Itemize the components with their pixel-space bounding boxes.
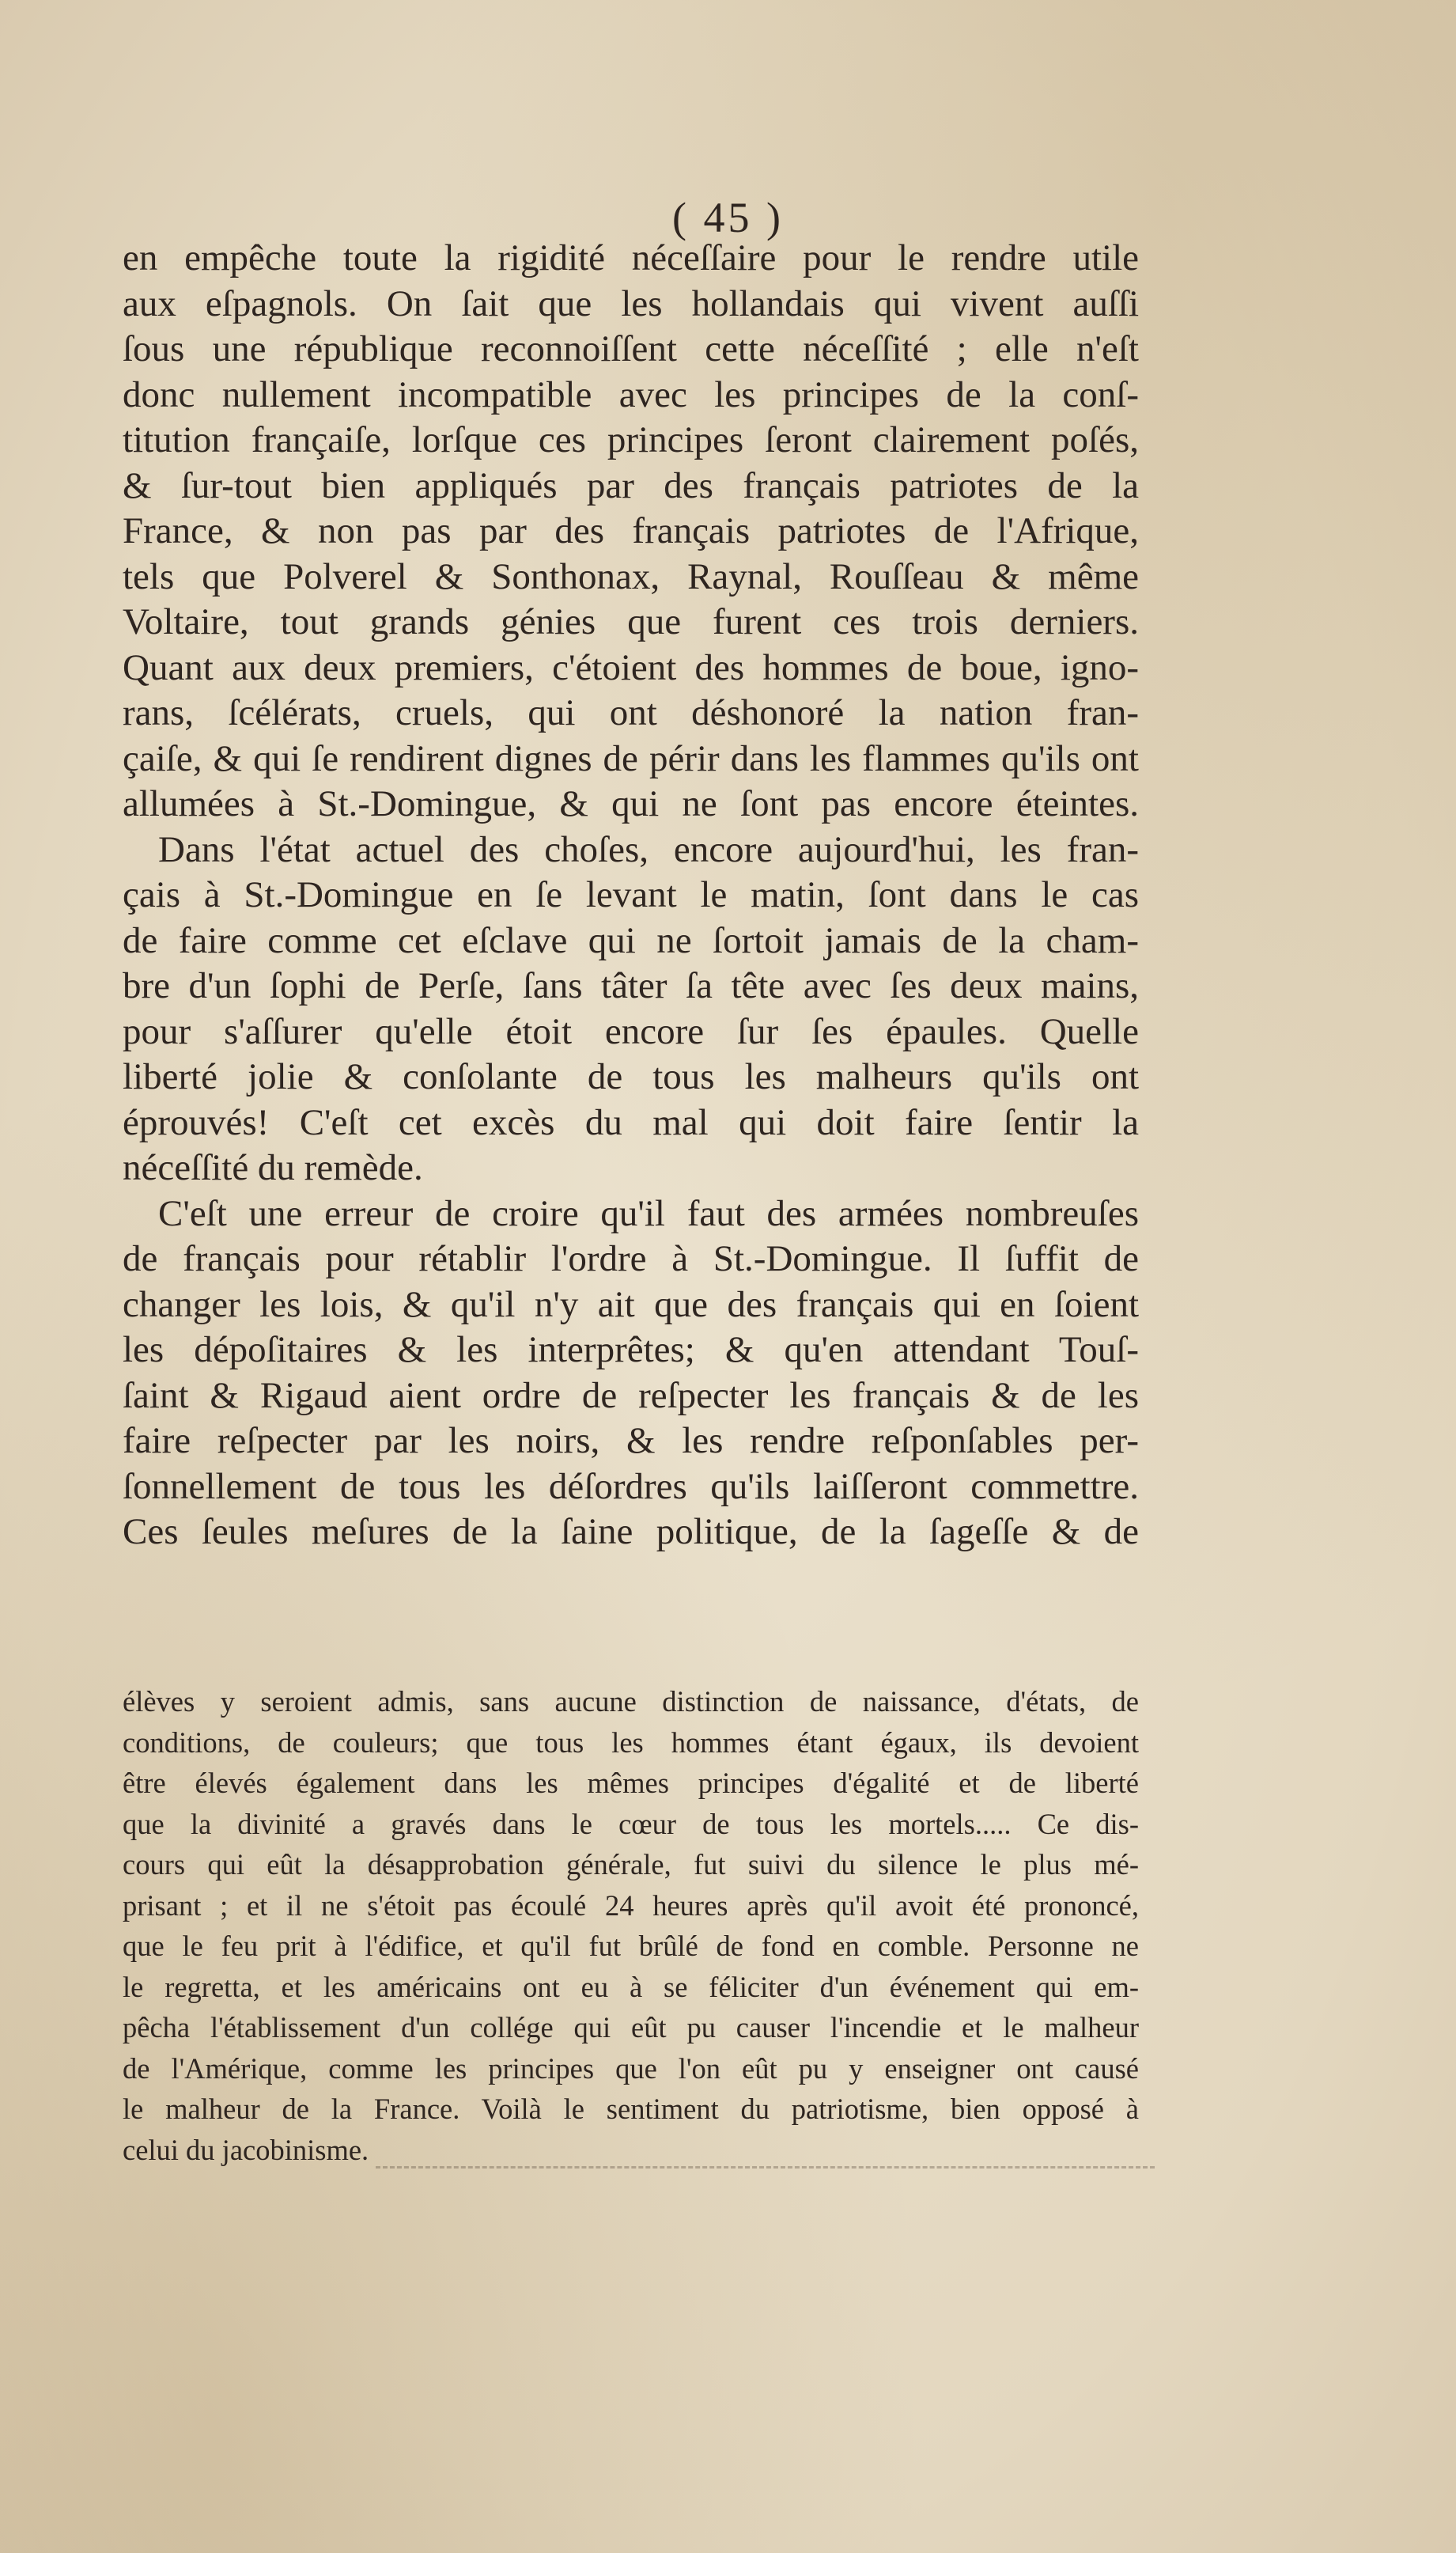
text-line: liberté jolie & conſolante de tous les malheurs qu'ils ont bbox=[123, 1056, 1139, 1097]
paragraph-first-line: C'eſt une erreur de croire qu'il faut des armées nombreuſes bbox=[158, 1192, 1139, 1234]
text-line: changer les lois, & qu'il n'y ait que des français qui en ſoient bbox=[123, 1283, 1139, 1325]
text-line: Ces ſeules meſures de la ſaine politique, de la ſageſſe & de bbox=[123, 1511, 1139, 1552]
page-number: ( 45 ) bbox=[672, 194, 784, 241]
text-line: faire reſpecter par les noirs, & les rendre reſponſables per- bbox=[123, 1420, 1139, 1461]
text-line: de français pour rétablir l'ordre à St.-Domingue. Il ſuffit de bbox=[123, 1238, 1139, 1279]
footnote-line: cours qui eût la désapprobation générale, fut suivi du silence le plus mé- bbox=[123, 1848, 1139, 1881]
text-line: de faire comme cet eſclave qui ne ſortoit jamais de la cham- bbox=[123, 919, 1139, 961]
text-line: aux eſpagnols. On ſait que les hollandais qui vivent auſſi bbox=[123, 282, 1139, 324]
text-line: pour s'aſſurer qu'elle étoit encore ſur ſes épaules. Quelle bbox=[123, 1010, 1139, 1052]
paragraph-last-line: néceſſité du remède. bbox=[123, 1147, 423, 1188]
footnote-line: le malheur de la France. Voilà le sentiment du patriotisme, bien opposé à bbox=[123, 2093, 1139, 2125]
text-line: en empêche toute la rigidité néceſſaire pour le rendre utile bbox=[123, 237, 1139, 278]
text-line: France, & non pas par des français patriotes de l'Afrique, bbox=[123, 510, 1139, 551]
paragraph-first-line: Dans l'état actuel des choſes, encore aujourd'hui, les fran- bbox=[158, 828, 1139, 870]
text-line: Voltaire, tout grands génies que furent ces trois derniers. bbox=[123, 601, 1139, 642]
text-line: allumées à St.-Domingue, & qui ne ſont pas encore éteintes. bbox=[123, 783, 1139, 824]
footnote-end-rule bbox=[376, 2166, 1155, 2169]
text-line: ſaint & Rigaud aient ordre de reſpecter les français & de les bbox=[123, 1374, 1139, 1416]
footnote-line: de l'Amérique, comme les principes que l'on eût pu y enseigner ont causé bbox=[123, 2051, 1139, 2085]
text-line: titution françaiſe, lorſque ces principes ſeront clairement poſés, bbox=[123, 419, 1139, 460]
footnote-line: prisant ; et il ne s'étoit pas écoulé 24 heures après qu'il avoit été prononcé, bbox=[123, 1888, 1139, 1922]
footnote-line: être élevés également dans les mêmes principes d'égalité et de liberté bbox=[123, 1767, 1139, 1799]
text-line: ſous une république reconnoiſſent cette néceſſité ; elle n'eſt bbox=[123, 328, 1139, 369]
text-line: & ſur-tout bien appliqués par des français patriotes de la bbox=[123, 464, 1139, 506]
text-line: bre d'un ſophi de Perſe, ſans tâter ſa tête avec ſes deux mains, bbox=[123, 965, 1139, 1006]
text-line: çais à St.-Domingue en ſe levant le matin, ſont dans le cas bbox=[123, 874, 1139, 915]
footnote-line: que la divinité a gravés dans le cœur de tous les mortels..... Ce dis- bbox=[123, 1807, 1139, 1840]
text-line: çaiſe, & qui ſe rendirent dignes de périr dans les flammes qu'ils ont bbox=[123, 737, 1139, 779]
text-line: rans, ſcélérats, cruels, qui ont déshonoré la nation fran- bbox=[123, 692, 1139, 733]
text-line: éprouvés! C'eſt cet excès du mal qui doit faire ſentir la bbox=[123, 1101, 1139, 1143]
footnote-line: élèves y seroient admis, sans aucune distinction de naissance, d'états, de bbox=[123, 1685, 1139, 1718]
footnote-last-line: celui du jacobinisme. bbox=[123, 2133, 369, 2166]
footnote-line: que le feu prit à l'édifice, et qu'il fut brûlé de fond en comble. Personne ne bbox=[123, 1930, 1139, 1962]
footnote-line: le regretta, et les américains ont eu à se féliciter d'un événement qui em- bbox=[123, 1970, 1139, 2003]
text-line: donc nullement incompatible avec les principes de la conſ- bbox=[123, 373, 1139, 415]
text-line: Quant aux deux premiers, c'étoient des hommes de boue, igno- bbox=[123, 646, 1139, 688]
main-text bbox=[123, 236, 1139, 1555]
text-line: ſonnellement de tous les déſordres qu'ils laiſſeront commettre. bbox=[123, 1465, 1139, 1507]
text-line: tels que Polverel & Sonthonax, Raynal, Rouſſeau & même bbox=[123, 555, 1139, 597]
footnote-line: conditions, de couleurs; que tous les hommes étant égaux, ils devoient bbox=[123, 1725, 1139, 1759]
footnote bbox=[123, 1681, 1139, 2170]
footnote-line: pêcha l'établissement d'un collége qui eût pu causer l'incendie et le malheur bbox=[123, 2011, 1139, 2044]
text-line: les dépoſitaires & les interprêtes; & qu'en attendant Touſ- bbox=[123, 1329, 1139, 1370]
